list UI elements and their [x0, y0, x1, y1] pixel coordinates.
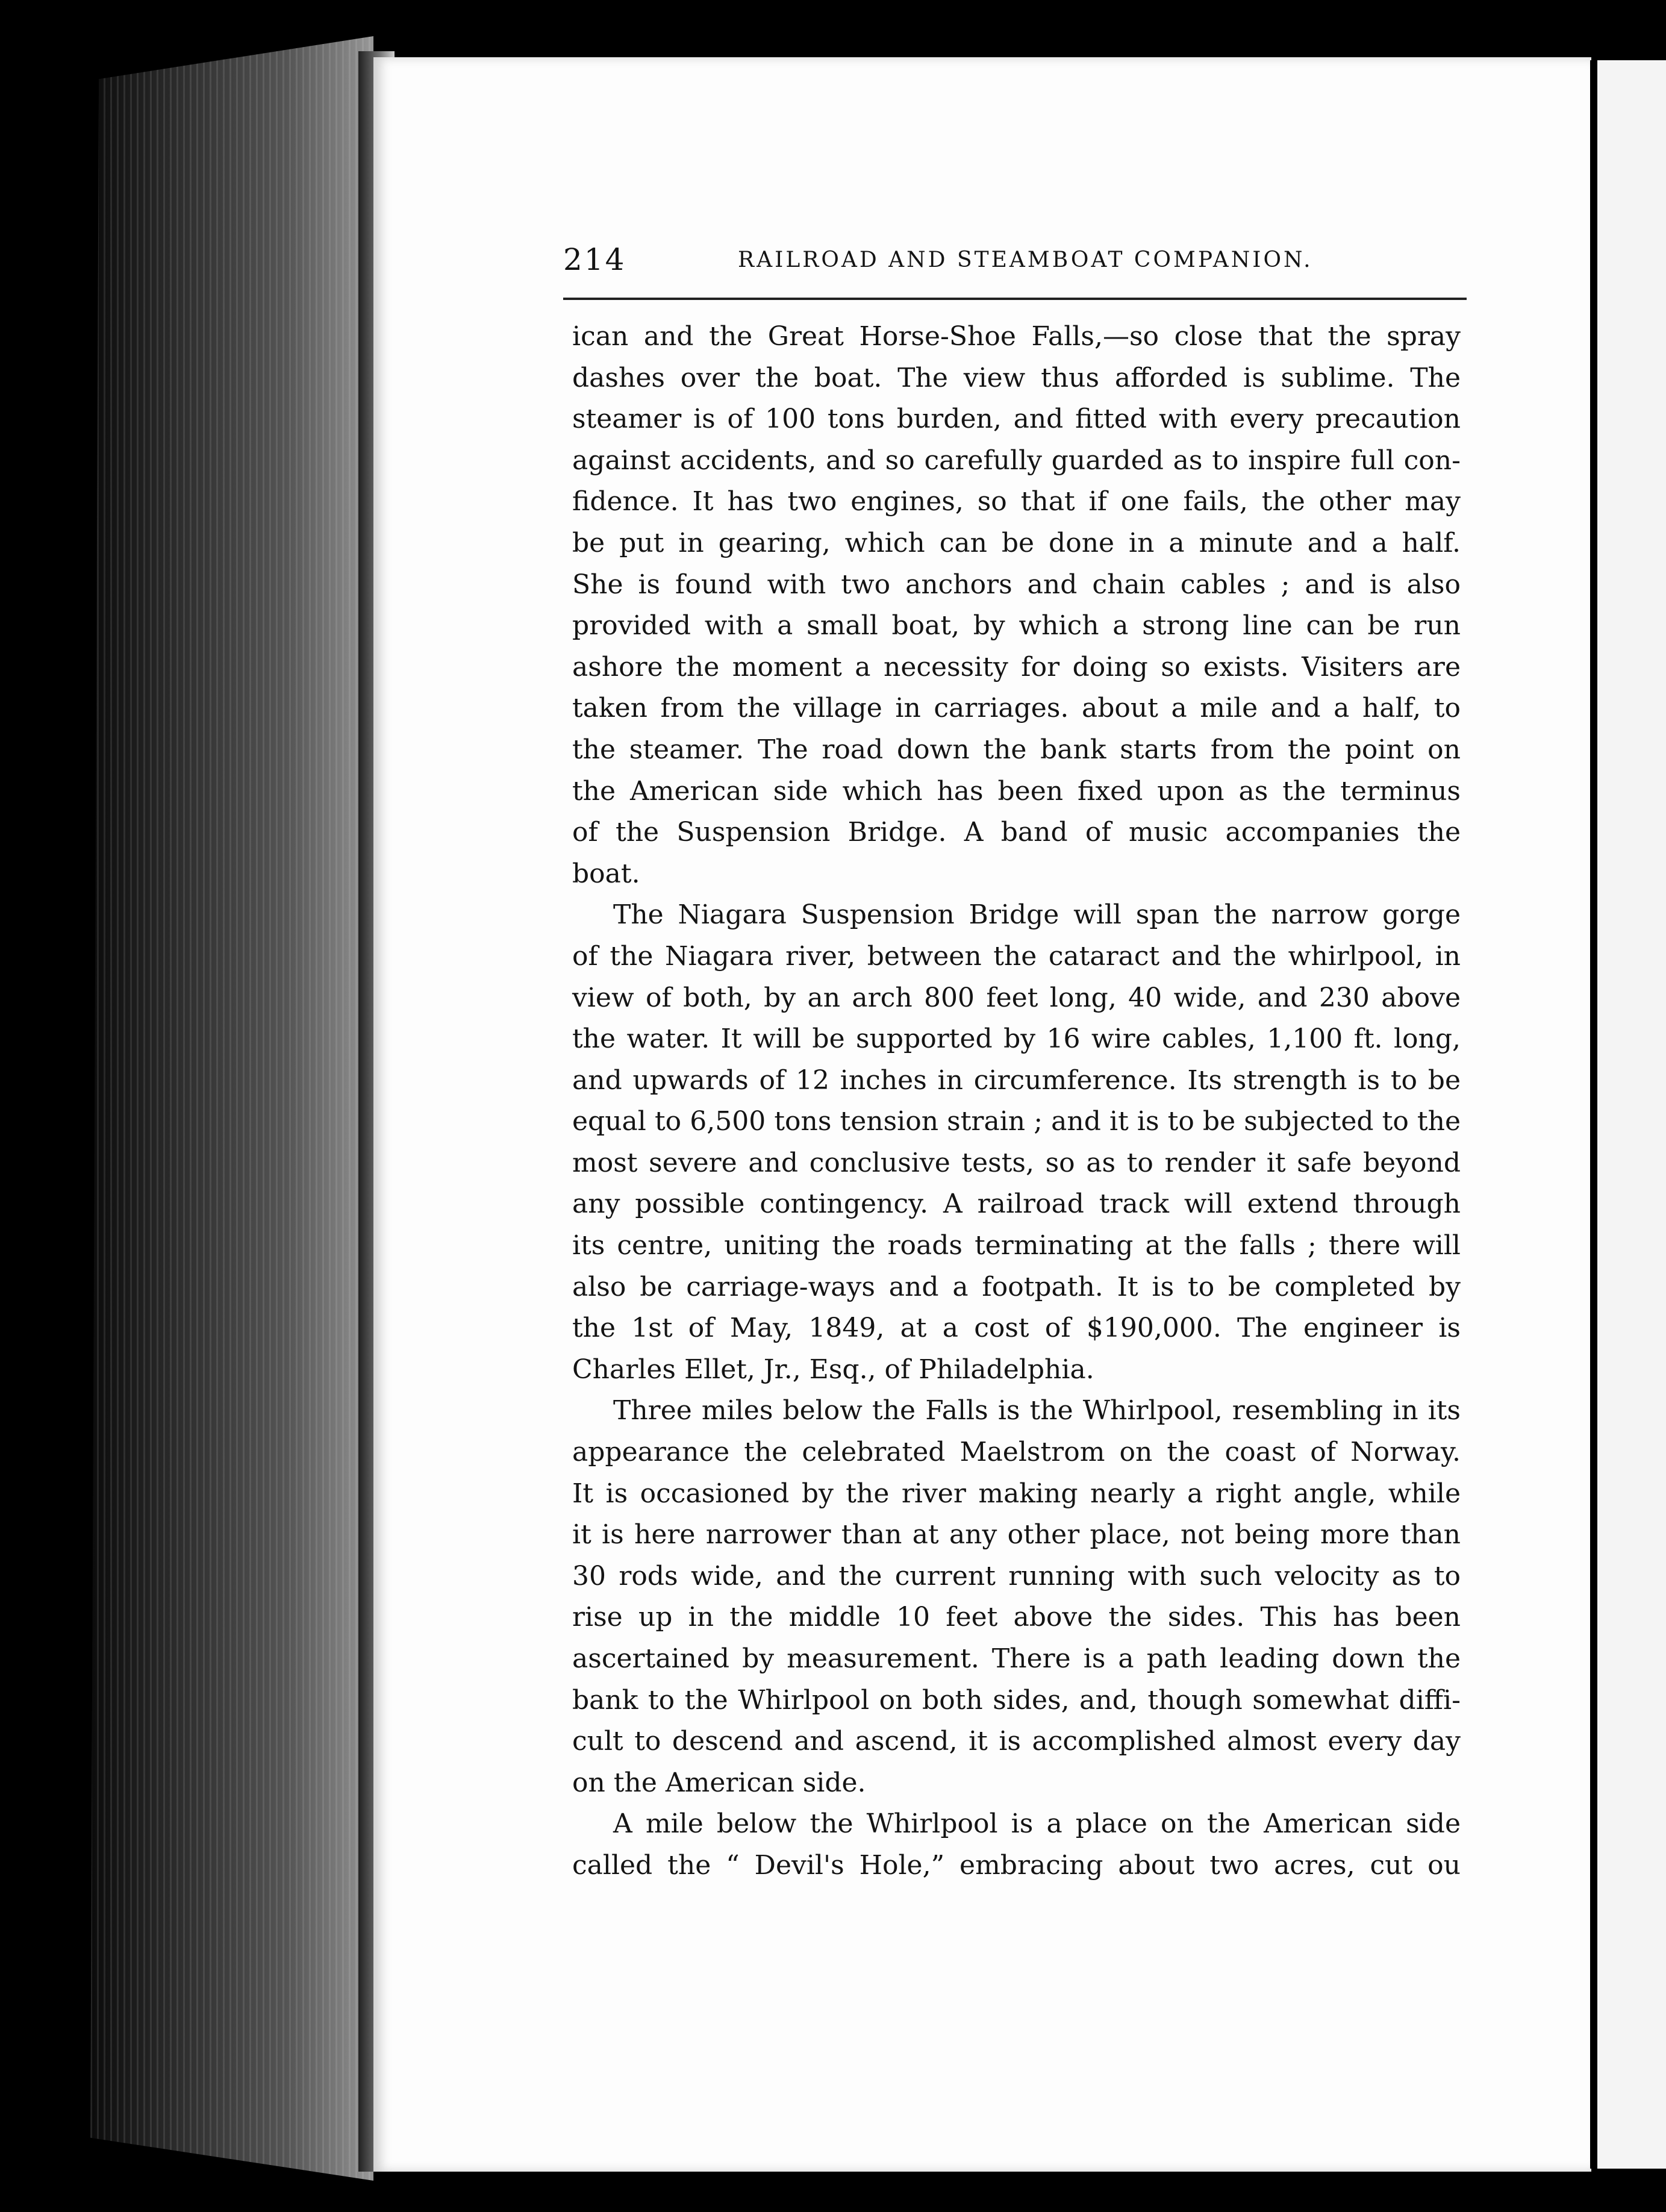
text-line: bank to the Whirlpool on both sides, and, though somewhat diffi- — [572, 1684, 1461, 1716]
text-line: Three miles below the Falls is the Whirlpool, resembling in its — [613, 1395, 1461, 1426]
text-line: of the Suspension Bridge. A band of music accompanies the — [572, 817, 1461, 848]
body-text — [572, 316, 1461, 1887]
text-line: fidence. It has two engines, so that if one fails, the other may — [572, 486, 1461, 517]
text-line: its centre, uniting the roads terminating at the falls ; there will — [572, 1230, 1461, 1261]
text-line: She is found with two anchors and chain cables ; and is also — [572, 569, 1461, 600]
text-line: also be carriage-ways and a footpath. It is to be completed by — [572, 1271, 1461, 1302]
text-line: boat. — [572, 858, 640, 889]
text-line: any possible contingency. A railroad track will extend through — [572, 1189, 1461, 1220]
text-line: rise up in the middle 10 feet above the sides. This has been — [572, 1602, 1461, 1633]
text-line: on the American side. — [572, 1767, 866, 1798]
text-line: steamer is of 100 tons burden, and fitted with every precaution — [572, 404, 1461, 435]
text-line: of the Niagara river, between the cataract and the whirlpool, in — [572, 940, 1461, 972]
text-line: appearance the celebrated Maelstrom on the coast of Norway. — [572, 1437, 1461, 1468]
next-page-edge — [1597, 60, 1666, 2169]
text-line: and upwards of 12 inches in circumference. Its strength is to be — [572, 1064, 1461, 1096]
head-rule — [563, 298, 1467, 300]
text-line: cult to descend and ascend, it is accomplished almost every day — [572, 1726, 1461, 1757]
text-line: equal to 6,500 tons tension strain ; and it is to be subjected to the — [572, 1106, 1461, 1137]
page-number: 214 — [563, 242, 626, 277]
text-line: it is here narrower than at any other place, not being more than — [572, 1519, 1461, 1551]
text-line: the water. It will be supported by 16 wire cables, 1,100 ft. long, — [572, 1023, 1461, 1055]
text-line: the 1st of May, 1849, at a cost of $190,000. The engineer is — [572, 1313, 1461, 1344]
text-line: ascertained by measurement. There is a path leading down the — [572, 1643, 1461, 1674]
book-fore-edge — [90, 36, 373, 2181]
text-line: view of both, by an arch 800 feet long, 40 wide, and 230 above — [572, 982, 1461, 1013]
text-line: the steamer. The road down the bank starts from the point on — [572, 734, 1461, 765]
text-line: taken from the village in carriages. about a mile and a half, to — [572, 693, 1461, 724]
running-head — [563, 242, 1467, 284]
text-line: 30 rods wide, and the current running with such velocity as to — [572, 1560, 1461, 1592]
text-line: ican and the Great Horse-Shoe Falls,—so close that the spray — [572, 321, 1461, 352]
text-line: Charles Ellet, Jr., Esq., of Philadelphia. — [572, 1354, 1094, 1385]
text-line: The Niagara Suspension Bridge will span the narrow gorge — [613, 899, 1461, 931]
running-title: RAILROAD AND STEAMBOAT COMPANION. — [738, 248, 1313, 272]
text-line: called the “ Devil's Hole,” embracing about two acres, cut ou — [572, 1849, 1461, 1881]
text-line: dashes over the boat. The view thus afforded is sublime. The — [572, 362, 1461, 393]
text-line: ashore the moment a necessity for doing so exists. Visiters are — [572, 651, 1461, 683]
text-line: the American side which has been fixed upon as the terminus — [572, 775, 1461, 807]
text-line: most severe and conclusive tests, so as to render it safe beyond — [572, 1147, 1461, 1178]
text-line: A mile below the Whirlpool is a place on the American side — [613, 1808, 1461, 1840]
text-line: be put in gearing, which can be done in a minute and a half. — [572, 527, 1461, 558]
text-line: provided with a small boat, by which a strong line can be run — [572, 610, 1461, 642]
text-line: It is occasioned by the river making nearly a right angle, while — [572, 1478, 1461, 1509]
text-line: against accidents, and so carefully guarded as to inspire full con- — [572, 445, 1461, 476]
